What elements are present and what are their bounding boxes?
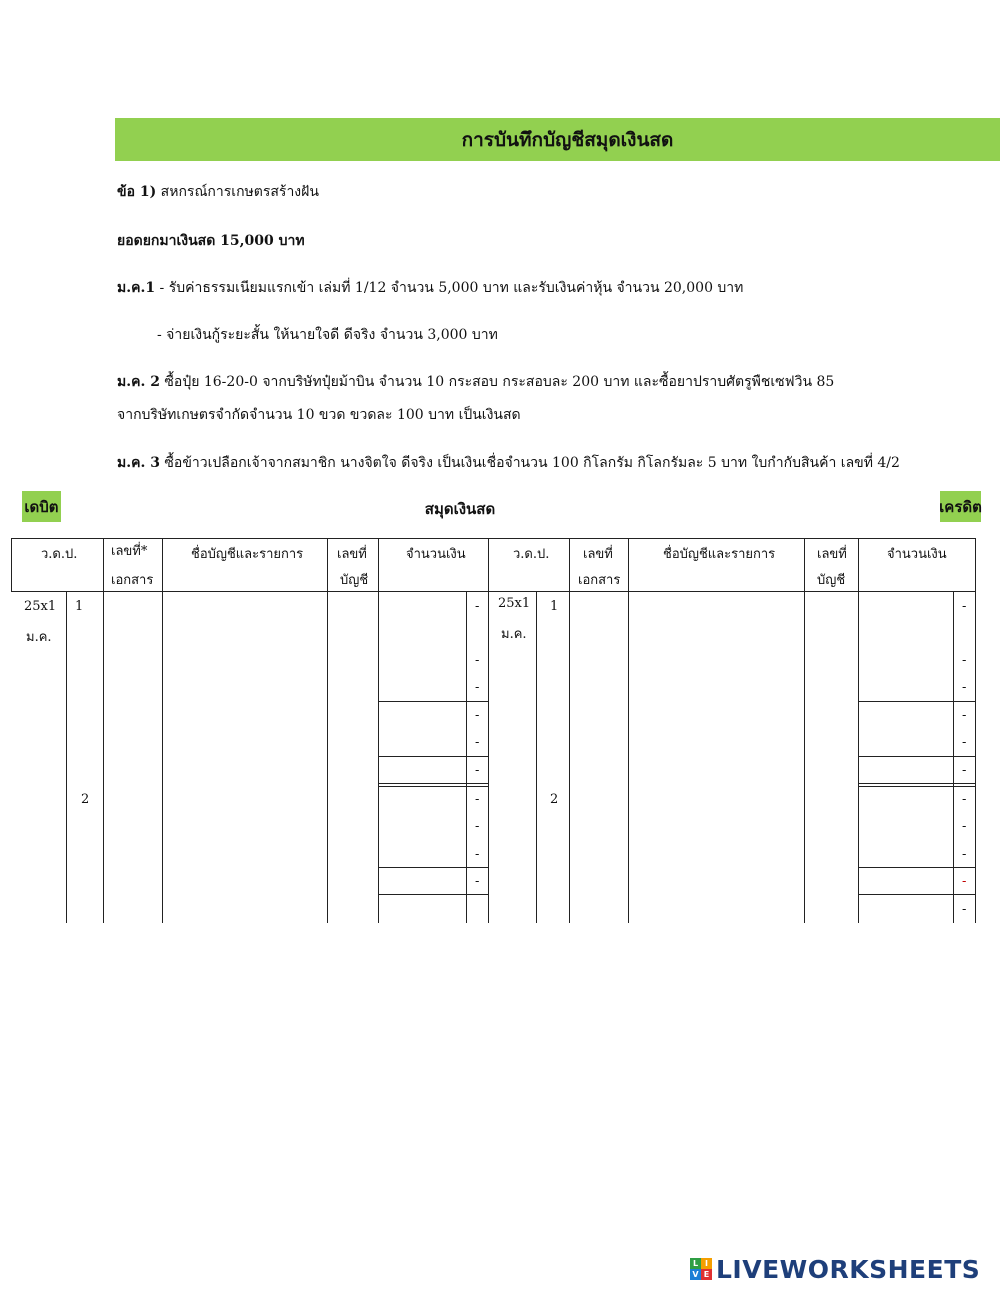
right-decimal-dash: -	[962, 708, 967, 723]
col-divider	[327, 538, 328, 923]
header-ref: บัญชี	[340, 573, 369, 588]
left-amount-rule	[378, 701, 489, 702]
left-day-2: 2	[81, 792, 90, 807]
right-decimal-dash: -	[962, 735, 967, 750]
left-amount-rule	[378, 894, 489, 895]
left-decimal-dash: -	[475, 653, 480, 668]
left-decimal-dash: -	[475, 680, 480, 695]
header-amount: จำนวนเงิน	[406, 547, 466, 562]
header-account: ชื่อบัญชีและรายการ	[663, 547, 776, 562]
col-divider	[162, 538, 163, 923]
left-decimal-dash: -	[475, 792, 480, 807]
header-account: ชื่อบัญชีและรายการ	[191, 547, 304, 562]
tx3-text: ซื้อข้าวเปลือกเจ้าจากสมาชิก นางจิตใจ ดีจริง เป็นเงินเชื่อจำนวน 100 กิโลกรัม กิโลกรัมละ 5 บาท ใบกำกับสินค้า เลขที่ 4/2	[159, 455, 900, 471]
logo-letter-i: I	[701, 1258, 712, 1269]
transaction-1	[117, 277, 743, 299]
left-month: ม.ค.	[26, 630, 52, 645]
tx1-sub-text: - จ่ายเงินกู้ระยะสั้น ให้นายใจดี ดีจริง จำนวน 3,000 บาท	[157, 327, 498, 343]
header-doc-no: เลขที่*	[111, 544, 148, 559]
col-divider	[569, 538, 570, 923]
left-decimal-dash: -	[475, 847, 480, 862]
page-title: การบันทึกบัญชีสมุดเงินสด	[461, 128, 674, 151]
col-divider	[628, 538, 629, 923]
tx2-cont-text: จากบริษัทเกษตรจำกัดจำนวน 10 ขวด ขวดละ 100 บาท เป็นเงินสด	[117, 407, 521, 423]
tx3-date: ม.ค. 3	[117, 455, 160, 471]
right-decimal-dash: -	[962, 792, 967, 807]
col-divider	[466, 591, 467, 923]
left-amount-rule	[378, 867, 489, 868]
liveworksheets-icon	[690, 1258, 712, 1280]
col-divider	[103, 538, 104, 923]
right-amount-rule	[858, 783, 976, 784]
left-decimal-dash: -	[475, 819, 480, 834]
brand-name: LIVEWORKSHEETS	[716, 1254, 981, 1284]
tx1-text: - รับค่าธรรมเนียมแรกเข้า เล่มที่ 1/12 จำนวน 5,000 บาท และรับเงินค่าหุ้น จำนวน 20,000 บาท	[155, 280, 744, 296]
logo-letter-l: L	[690, 1258, 701, 1269]
header-doc: เอกสาร	[578, 573, 621, 588]
right-decimal-dash: -	[962, 902, 967, 917]
header-ref-no: เลขที่	[337, 547, 367, 562]
right-day-2: 2	[550, 792, 559, 807]
col-divider	[488, 538, 489, 923]
problem-number: ข้อ 1)	[117, 184, 157, 200]
col-divider	[953, 591, 954, 923]
left-amount-rule	[378, 756, 489, 757]
right-amount-rule	[858, 867, 976, 868]
header-amount: จำนวนเงิน	[887, 547, 947, 562]
right-decimal-dash-red: -	[962, 874, 967, 889]
ledger-title: สมุดเงินสด	[424, 500, 496, 518]
header-bottom-border	[11, 591, 976, 592]
tx2-text: ซื้อปุ๋ย 16-20-0 จากบริษัทปุ๋ยม้าบิน จำนวน 10 กระสอบ กระสอบละ 200 บาท และซื้อยาปราบศัตรูพืชเซฟวิน 85	[159, 374, 835, 390]
debit-label: เดบิต	[22, 491, 61, 522]
table-top-border	[11, 538, 976, 539]
left-decimal-dash: -	[475, 763, 480, 778]
opening-balance-text: ยอดยกมาเงินสด 15,000 บาท	[117, 233, 305, 249]
cash-book-table	[11, 538, 976, 923]
col-divider	[804, 538, 805, 923]
header-date: ว.ด.ป.	[41, 547, 78, 562]
transaction-3	[117, 452, 900, 474]
right-year: 25x1	[498, 596, 531, 611]
right-decimal-dash: -	[962, 653, 967, 668]
header-date: ว.ด.ป.	[513, 547, 550, 562]
cooperative-name: สหกรณ์การเกษตรสร้างฝัน	[156, 184, 319, 200]
transaction-2	[117, 371, 834, 393]
header-doc: เอกสาร	[111, 573, 154, 588]
col-divider	[858, 538, 859, 923]
right-amount-rule	[858, 756, 976, 757]
title-bar	[115, 118, 1000, 161]
right-day-1: 1	[550, 599, 559, 614]
right-amount-rule	[858, 894, 976, 895]
tx2-date: ม.ค. 2	[117, 374, 160, 390]
right-decimal-dash: -	[962, 680, 967, 695]
credit-label: เครดิต	[940, 491, 981, 522]
table-right-border	[975, 538, 976, 923]
transaction-1-sub	[157, 324, 498, 346]
col-divider	[536, 591, 537, 923]
col-divider	[378, 538, 379, 923]
table-left-border	[11, 538, 12, 591]
right-amount-rule	[858, 786, 976, 787]
col-divider	[66, 591, 67, 923]
header-ref-no: เลขที่	[817, 547, 847, 562]
left-day-1: 1	[75, 599, 84, 614]
liveworksheets-logo	[690, 1253, 980, 1285]
logo-letter-v: V	[690, 1269, 701, 1280]
right-decimal-dash: -	[962, 819, 967, 834]
right-decimal-dash: -	[962, 763, 967, 778]
transaction-2-cont	[117, 404, 521, 426]
header-ref: บัญชี	[817, 573, 846, 588]
tx1-date: ม.ค.1	[117, 280, 156, 296]
right-amount-rule	[858, 701, 976, 702]
logo-letter-e: E	[701, 1269, 712, 1280]
right-decimal-dash: -	[962, 599, 967, 614]
left-year: 25x1	[24, 599, 57, 614]
right-decimal-dash: -	[962, 847, 967, 862]
opening-balance	[117, 230, 305, 252]
left-amount-rule	[378, 783, 489, 784]
left-decimal-dash: -	[475, 599, 480, 614]
left-amount-rule	[378, 786, 489, 787]
header-doc-no: เลขที่	[583, 547, 613, 562]
left-decimal-dash: -	[475, 708, 480, 723]
problem-heading	[117, 181, 319, 203]
left-decimal-dash: -	[475, 735, 480, 750]
right-month: ม.ค.	[501, 627, 527, 642]
left-decimal-dash: -	[475, 874, 480, 889]
